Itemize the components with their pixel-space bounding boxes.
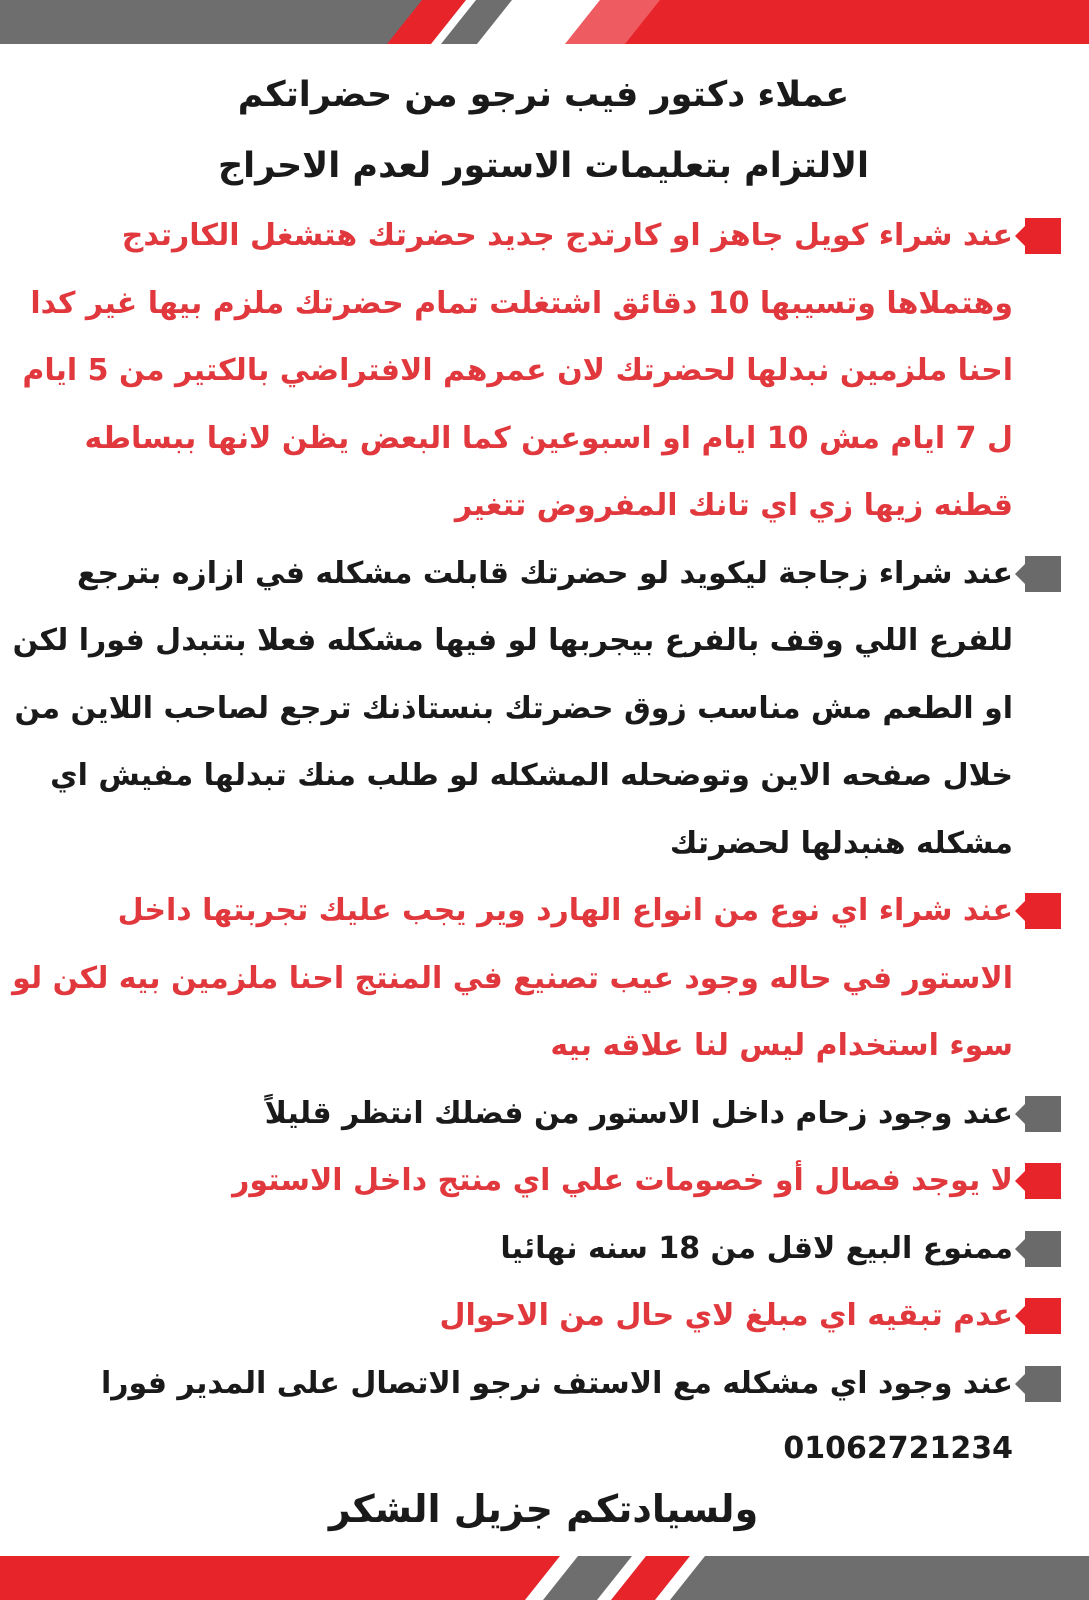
rule-item-1: [12, 202, 1075, 540]
rule-item-4: [12, 1080, 1075, 1148]
rule-item-3: [12, 877, 1075, 1080]
notice-title-line-1: عملاء دكتور فيب نرجو من حضراتكم: [237, 75, 850, 115]
closing-thanks: ولسيادتكم جزيل الشكر: [328, 1487, 759, 1531]
gray-square-bullet-icon: [1025, 556, 1061, 592]
rule-text: عند شراء زجاجة ليكويد لو حضرتك قابلت مشكله في ازازه بترجع للفرع اللي وقف بالفرع بيجربها لو فيها مشكله فعلا بتتبدل فورا لكن او الطعم مش مناسب زوق حضرتك بنستاذنك ترجع لصاحب اللاين من خلال صفحه الاين وتوضحله المشكله لو طلب منك تبدلها مفيش اي مشكله هنبدلها لحضرتك: [12, 555, 1013, 861]
rule-text: لا يوجد فصال أو خصومات علي اي منتج داخل الاستور: [232, 1163, 1013, 1198]
notice-title-line-2: الالتزام بتعليمات الاستور لعدم الاحراج: [217, 146, 870, 186]
rule-text: عند شراء كويل جاهز او كارتدج جديد حضرتك هتشغل الكارتدج وهتملاها وتسيبها 10 دقائق اشتغلت تمام حضرتك ملزم بيها غير كدا احنا ملزمين نبدلها لحضرتك لان عمرهم الافتراضي بالكتير من 5 ايام ل 7 ايام مش 10 ايام او اسبوعين كما البعض يظن لانها ببساطه قطنه زيها زي اي تانك المفروض تتغير: [22, 218, 1013, 523]
red-square-bullet-icon: [1025, 218, 1061, 254]
bottom-banner: [0, 1556, 1089, 1600]
manager-phone-number: 01062721234: [783, 1431, 1013, 1466]
red-square-bullet-icon: [1025, 893, 1061, 929]
rule-text: ممنوع البيع لاقل من 18 سنه نهائيا: [500, 1230, 1013, 1266]
red-square-bullet-icon: [1025, 1298, 1061, 1334]
rule-text: عند شراء اي نوع من انواع الهارد وير يجب عليك تجربتها داخل الاستور في حاله وجود عيب تصنيع في المنتج احنا ملزمين بيه لكن لو سوء استخدام ليس لنا علاقه بيه: [12, 893, 1013, 1063]
rule-item-8: [12, 1350, 1075, 1418]
gray-square-bullet-icon: [1025, 1366, 1061, 1402]
rule-text: عند وجود زحام داخل الاستور من فضلك انتظر قليلاً: [264, 1095, 1013, 1131]
rule-item-5: [12, 1147, 1075, 1215]
notice-document: [12, 60, 1075, 1537]
rule-text: عدم تبقيه اي مبلغ لاي حال من الاحوال: [439, 1298, 1013, 1333]
gray-square-bullet-icon: [1025, 1231, 1061, 1267]
rule-item-2: [12, 540, 1075, 878]
rule-item-7: [12, 1282, 1075, 1350]
red-square-bullet-icon: [1025, 1163, 1061, 1199]
rule-item-6: [12, 1215, 1075, 1283]
top-banner: [0, 0, 1089, 44]
rule-text: عند وجود اي مشكله مع الاستف نرجو الاتصال على المدير فورا: [100, 1365, 1013, 1401]
gray-square-bullet-icon: [1025, 1096, 1061, 1132]
